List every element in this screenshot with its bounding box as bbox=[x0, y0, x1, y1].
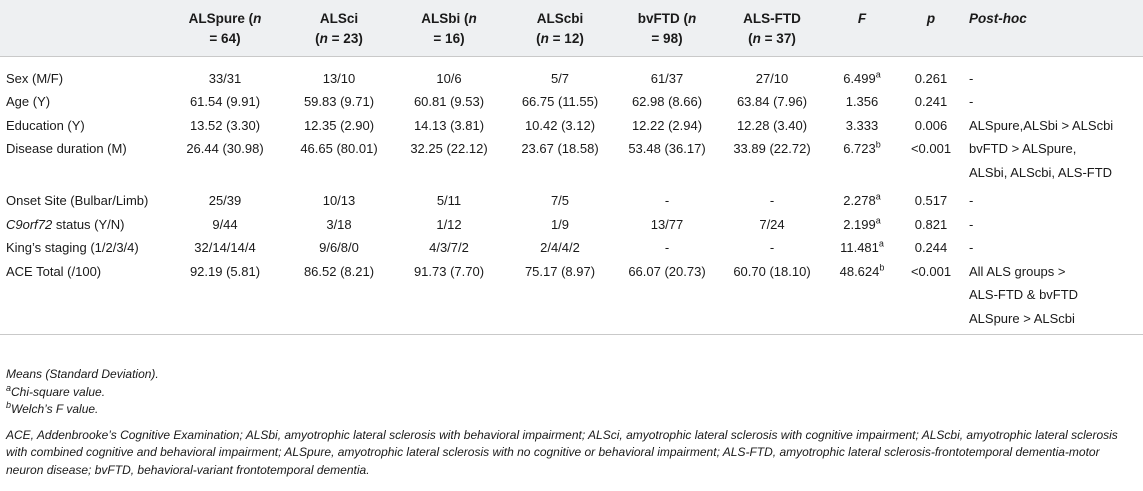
cell-alsbi: 1/12 bbox=[436, 216, 462, 232]
footnote-means: Means (Standard Deviation). bbox=[6, 367, 159, 381]
header-row bbox=[0, 0, 1143, 56]
cell-alsftd: 7/24 bbox=[759, 216, 785, 232]
cell-alspure: 33/31 bbox=[208, 70, 242, 86]
row-label: Disease duration (M) bbox=[6, 141, 127, 156]
cell-alspure: 9/44 bbox=[212, 216, 238, 232]
table-row bbox=[0, 260, 1143, 335]
cell-alsci: 10/13 bbox=[322, 193, 356, 208]
cell-f: 1.356 bbox=[845, 94, 879, 109]
cell-posthoc: bvFTD > ALSpure, ALSbi, ALScbi, ALS-FTD bbox=[969, 141, 1113, 180]
row-label: King’s staging (1/2/3/4) bbox=[6, 240, 139, 255]
cell-alscbi: 75.17 (8.97) bbox=[524, 263, 596, 279]
header-posthoc: Post-hoc bbox=[969, 11, 1027, 26]
cell-posthoc: - bbox=[969, 193, 974, 208]
table-body bbox=[0, 56, 1143, 335]
header-alsci: ALSci (n = 23) bbox=[315, 11, 363, 46]
cell-alsftd: 27/10 bbox=[755, 70, 789, 86]
cell-f: 6.499$^a$ bbox=[843, 69, 881, 86]
table-row bbox=[0, 184, 1143, 213]
cell-alsbi: 91.73 (7.70) bbox=[413, 263, 485, 279]
cell-posthoc: ALSpure,ALSbi > ALScbi bbox=[969, 117, 1114, 133]
header-f: F bbox=[857, 11, 867, 26]
cell-p: 0.821 bbox=[914, 216, 948, 232]
cell-f: 6.723$^b$ bbox=[843, 139, 881, 156]
cell-bvftd: 13/77 bbox=[650, 216, 684, 232]
header-blank bbox=[0, 0, 165, 56]
cell-alspure: 61.54 (9.91) bbox=[189, 94, 261, 109]
table-header bbox=[0, 0, 1143, 56]
cell-posthoc: - bbox=[969, 240, 974, 255]
cell-alscbi: 5/7 bbox=[550, 70, 570, 86]
cell-f: 2.278$^a$ bbox=[843, 191, 881, 208]
cell-posthoc: - bbox=[969, 70, 974, 86]
cell-f: 3.333 bbox=[845, 117, 879, 133]
cell-alsci: 13/10 bbox=[322, 70, 356, 86]
cell-alsbi: 5/11 bbox=[436, 193, 462, 208]
cell-bvftd: 66.07 (20.73) bbox=[628, 263, 706, 279]
row-label: ACE Total (/100) bbox=[6, 263, 102, 279]
cell-alsci: 9/6/8/0 bbox=[319, 240, 359, 255]
cell-alsftd: - bbox=[769, 193, 775, 208]
cell-posthoc: - bbox=[969, 94, 974, 109]
cell-bvftd: 12.22 (2.94) bbox=[631, 117, 703, 133]
cell-posthoc: All ALS groups > ALS-FTD & bvFTD ALSpure > ALScbi bbox=[969, 263, 1079, 326]
row-label: Sex (M/F) bbox=[6, 70, 64, 86]
footnote-b: $^b$Welch’s F value. bbox=[6, 400, 99, 416]
cell-p: 0.244 bbox=[914, 240, 948, 255]
cell-alscbi: 23.67 (18.58) bbox=[521, 141, 599, 156]
cell-alsbi: 14.13 (3.81) bbox=[413, 117, 485, 133]
cell-alscbi: 66.75 (11.55) bbox=[521, 94, 599, 109]
footnote-a: $^a$Chi-square value. bbox=[6, 382, 106, 399]
cell-p: 0.261 bbox=[914, 70, 948, 86]
cell-alsbi: 60.81 (9.53) bbox=[413, 94, 485, 109]
cell-p: 0.006 bbox=[914, 117, 948, 133]
cell-bvftd: 53.48 (36.17) bbox=[628, 141, 706, 156]
row-label: Onset Site (Bulbar/Limb) bbox=[6, 193, 149, 208]
cell-alsftd: 33.89 (22.72) bbox=[733, 141, 811, 156]
footnote-abbreviations: ACE, Addenbrooke’s Cognitive Examination; ALSbi, amyotrophic lateral sclerosis with behavioral impairment; ALSci, amyotrophic lateral sclerosis with cognitive impairment; ALScbi, amyotrophic lateral sclerosis with combined cognitive and behavioral impairment; ALSpure, amyotrophic lateral sclerosis with no cognitive or behavioral impairment; ALS-FTD, amyotrophic lateral sclerosis-frontotemporal dementia-motor neuron disease; bvFTD, behavioral-variant frontotemporal dementia. bbox=[6, 427, 1118, 477]
header-alspure: ALSpure (n = 64) bbox=[188, 11, 262, 46]
cell-alsftd: - bbox=[769, 240, 775, 255]
cell-p: 0.241 bbox=[914, 94, 948, 109]
cell-alsci: 12.35 (2.90) bbox=[303, 117, 375, 133]
cell-alspure: 13.52 (3.30) bbox=[189, 117, 261, 133]
header-alscbi: ALScbi (n = 12) bbox=[536, 11, 584, 46]
cell-bvftd: 62.98 (8.66) bbox=[631, 94, 703, 109]
table-row bbox=[0, 56, 1143, 90]
table-row bbox=[0, 137, 1143, 184]
cell-f: 2.199$^a$ bbox=[843, 215, 881, 232]
cell-alscbi: 7/5 bbox=[550, 193, 570, 208]
cell-alspure: 32/14/14/4 bbox=[194, 240, 256, 255]
row-label: Age (Y) bbox=[6, 94, 51, 109]
table-row bbox=[0, 236, 1143, 260]
cell-p: <0.001 bbox=[910, 141, 952, 156]
header-bvftd: bvFTD (n = 98) bbox=[637, 11, 697, 46]
header-alsbi: ALSbi (n = 16) bbox=[421, 11, 477, 46]
cell-alspure: 25/39 bbox=[208, 193, 242, 208]
header-alsftd: ALS-FTD (n = 37) bbox=[743, 11, 801, 46]
cell-alspure: 92.19 (5.81) bbox=[189, 263, 261, 279]
table-row bbox=[0, 114, 1143, 138]
cell-alsci: 3/18 bbox=[326, 216, 352, 232]
cell-p: <0.001 bbox=[910, 263, 952, 279]
cell-alsbi: 10/6 bbox=[436, 70, 462, 86]
cell-alscbi: 10.42 (3.12) bbox=[524, 117, 596, 133]
cell-bvftd: 61/37 bbox=[650, 70, 684, 86]
header-p: p bbox=[926, 11, 936, 26]
table-row bbox=[0, 90, 1143, 114]
cell-alsci: 59.83 (9.71) bbox=[303, 94, 375, 109]
cell-f: 11.481$^a$ bbox=[840, 238, 884, 255]
cell-p: 0.517 bbox=[914, 193, 948, 208]
table-footnotes bbox=[6, 366, 1136, 479]
cell-bvftd: - bbox=[664, 193, 670, 208]
cell-posthoc: - bbox=[969, 216, 974, 232]
row-label: C9orf72 status (Y/N) bbox=[6, 216, 125, 232]
cell-alsftd: 60.70 (18.10) bbox=[733, 263, 811, 279]
row-label: Education (Y) bbox=[6, 117, 85, 133]
cell-alscbi: 1/9 bbox=[550, 216, 570, 232]
cell-alsftd: 12.28 (3.40) bbox=[736, 117, 808, 133]
cell-alsftd: 63.84 (7.96) bbox=[736, 94, 808, 109]
cell-alsci: 86.52 (8.21) bbox=[303, 263, 375, 279]
cell-alspure: 26.44 (30.98) bbox=[186, 141, 264, 156]
cell-bvftd: - bbox=[664, 240, 670, 255]
cell-alscbi: 2/4/4/2 bbox=[540, 240, 580, 255]
cell-alsbi: 4/3/7/2 bbox=[429, 240, 469, 255]
cell-alsci: 46.65 (80.01) bbox=[300, 141, 378, 156]
cell-alsbi: 32.25 (22.12) bbox=[410, 141, 488, 156]
table-row bbox=[0, 213, 1143, 237]
cell-f: 48.624$^b$ bbox=[839, 262, 885, 279]
